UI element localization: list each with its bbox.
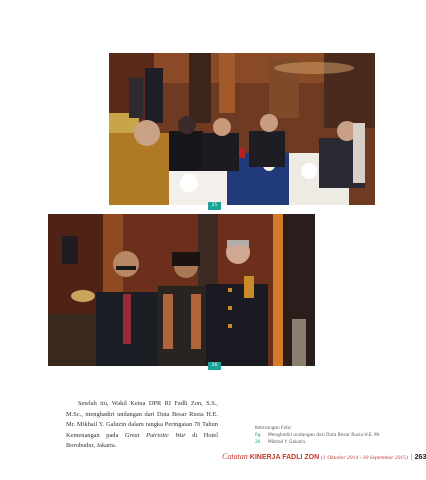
page-number: 263 <box>414 454 426 461</box>
photo-banquet-table <box>109 53 375 205</box>
body-text-italic: Great Patriotic War <box>124 431 186 439</box>
footer-brand: KINERJA FADLI ZON <box>249 454 320 461</box>
figure-number-badge: 25 <box>208 202 221 210</box>
footer-date-range: (1 Oktober 2014 - 30 September 2015) <box>321 455 408 461</box>
photo-caption <box>255 426 385 446</box>
caption-title: Keterangan Foto: <box>255 426 292 431</box>
caption-text: Menghadiri undangan dari Duta Besar Rusia H.E. Mr. Mikhail Y. Galuzin. <box>268 433 381 445</box>
photo-three-guests <box>48 214 315 366</box>
body-text-part: Setelah itu, Wakil Ketua DPR RI Fadli Zon, S.S., M.Sc., menghadiri undangan dari Duta Besar Rusia H.E. Mr. Mikhail Y. Galuzin dalam rangka Peringatan 70 Tahun Kemenangan pada <box>66 400 218 439</box>
footer-separator: | <box>410 454 413 461</box>
figure-number-badge: 26 <box>208 362 221 370</box>
body-text-part: di Hotel Borobudur, Jakarta. <box>66 431 218 450</box>
footer-prefix: Catatan <box>222 452 248 461</box>
caption-figure-number: fig. 26 <box>255 433 262 445</box>
caption-item <box>255 433 385 446</box>
page-footer <box>222 452 426 464</box>
body-paragraph <box>66 399 218 452</box>
